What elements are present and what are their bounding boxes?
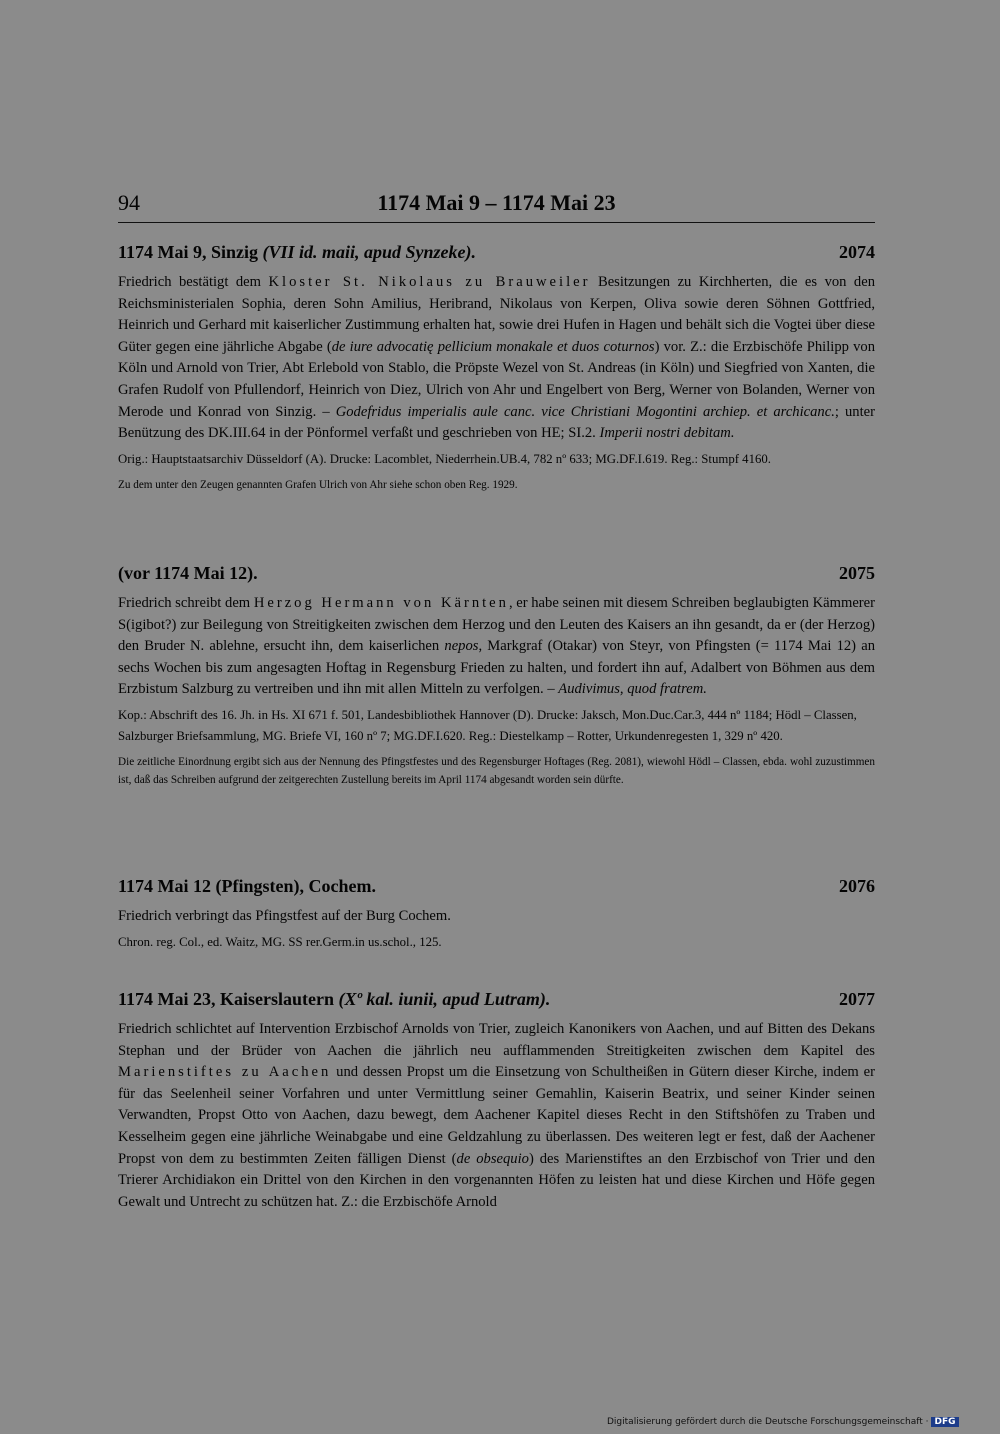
entry-text: Friedrich verbringt das Pfingstfest auf der Burg Cochem. (118, 908, 451, 924)
entry-heading (118, 989, 875, 1019)
regest-entry-2074 (118, 242, 875, 494)
recipient-spaced: Kloster St. Nikolaus zu Brauweiler (268, 274, 591, 290)
entry-text: Friedrich bestätigt dem Kloster St. Nikolaus zu Brauweiler Besitzungen zu Kirchherten, die es von den Reichsministerialen Sophia, deren Sohn Amilius, Heribrand, Nikolaus von Kerpen, Oliva sowie deren Söhnen Gottfried, Heinrich und Gerhard mit kaiserlicher Zustimmung erhalten hat, sowie drei Hufen in Hagen und behält sich die Vogtei über diese Güter gegen eine jährliche Abgabe (de iure advocatię pellicium monakale et duos coturnos) vor. Z.: die Erzbischöfe Philipp von Köln und Arnold von Trier, Abt Erlebold von Stablo, die Pröpste Wezel von St. Andreas (in Köln) und Siegfried von Xanten, die Grafen Rudolf von Pfullendorf, Heinrich von Diez, Ulrich von Ahr und Engelbert von Berg, Werner von Bolanden, Werner von Merode und Konrad von Sinzig. – Godefridus imperialis aule canc. vice Christiani Mogontini archiep. et archicanc.; unter Benützung des DK.III.64 in der Pönformel verfaßt und geschrieben von HE; SI.2. Imperii nostri debitam. (118, 274, 876, 442)
entry-date-place: 1174 Mai 9, Sinzig (118, 242, 263, 262)
entry-heading (118, 876, 875, 906)
entry-heading (118, 563, 875, 593)
entry-text: Friedrich schreibt dem Herzog Hermann von Kärnten, er habe seinen mit diesem Schreiben beglaubigten Kämmerer S(igibot?) zur Beilegung von Streitigkeiten zwischen dem Herzog und den Leuten des Kaisers an ihn gesandt, da er (der Herzog) den Bruder N. ablehne, ersucht ihn, dem kaiserlichen nepos, Markgraf (Otakar) von Steyr, von Pfingsten (= 1174 Mai 12) an sechs Wochen bis zum angesagten Hoftag in Regensburg Frieden zu halten, und fordert ihn auf, Adalbert von Böhmen aus dem Erzbistum Salzburg zu vertreiben und ihn mit allen Mitteln zu verfolgen. – Audivimus, quod fratrem. (118, 595, 875, 698)
footer-text: Digitalisierung gefördert durch die Deutsche Forschungsgemeinschaft · (607, 1417, 929, 1427)
entry-sources: Kop.: Abschrift des 16. Jh. in Hs. XI 671 f. 501, Landesbibliothek Hannover (D). Drucke: Jaksch, Mon.Duc.Car.3, 444 nº 1184; Hödl – Classen, Salzburger Briefsammlung, MG. Briefe VI, 160 nº 7; MG.DF.I.620. Reg.: Diestelkamp – Rotter, Urkundenregesten 1, 329 nº 420. (118, 707, 857, 743)
entry-date-latin: (Xº kal. iunii, apud Lutram). (338, 989, 551, 1009)
dfg-logo: DFG (931, 1417, 958, 1427)
recipient-spaced: Marienstiftes zu Aachen (118, 1064, 332, 1081)
entry-text: Friedrich schlichtet auf Intervention Erzbischof Arnolds von Trier, zugleich Kanonikers von Aachen, und auf Bitten des Dekans Stephan und der Brüder von Aachen die jährlich neu aufflammenden Streitigkeiten zwischen dem Kapitel des Marienstiftes zu Aachen und dessen Propst um die Einsetzung von Schultheißen in Gütern dieser Kirche, indem er für das Seelenheil seiner Vorfahren und unter Vermittlung seiner Gemahlin, Kaiserin Beatrix, und seiner Kinder seinen Verwandten, Propst Otto von Aachen, dazu bewegt, dem Aachener Kapitel dieses Recht in den Stiftshöfen zu Traben und Kesselheim gegen eine jährliche Weinabgabe und eine Geldzahlung zu überlassen. Des weiteren legt er fest, daß der Aachener Propst von dem zu bestimmten Zeiten fälligen Dienst (de obsequio) des Marienstiftes an den Erzbischof von Trier und den Trierer Archidiakon ein Drittel von den Kirchen in den vorgenannten Höfen zu leisten hat und diese Kirchen und Höfe gegen Gewalt und Untrecht zu schützen hat. Z.: die Erzbischöfe Arnold (118, 1021, 876, 1210)
entry-heading (118, 242, 875, 272)
entry-number: 2076 (839, 876, 875, 896)
page-header (118, 186, 875, 223)
entry-date-place: 1174 Mai 12 (Pfingsten), Cochem. (118, 876, 376, 896)
entry-note: Zu dem unter den Zeugen genannten Grafen Ulrich von Ahr siehe schon oben Reg. 1929. (118, 478, 518, 491)
page-number: 94 (118, 190, 140, 215)
entry-date-place: 1174 Mai 23, Kaiserslautern (118, 989, 339, 1009)
funding-footer (607, 1417, 959, 1427)
running-title: 1174 Mai 9 – 1174 Mai 23 (377, 190, 616, 215)
recipient-spaced: Herzog Hermann von Kärnten (253, 595, 509, 611)
entry-note: Die zeitliche Einordnung ergibt sich aus der Nennung des Pfingstfestes und des Regensburger Hoftages (Reg. 2081), wiewohl Hödl – Classen, ebda. wohl zuzustimmen ist, daß das Schreiben aufgrund der zeitgerechten Zustellung bereits im April 1174 abgesandt worden sein dürfte. (118, 755, 875, 786)
entry-sources: Chron. reg. Col., ed. Waitz, MG. SS rer.Germ.in us.schol., 125. (118, 934, 442, 949)
regest-entry-2075 (118, 563, 875, 789)
regest-entry-2077 (118, 989, 875, 1213)
entry-date-place: (vor 1174 Mai 12). (118, 563, 258, 583)
regest-entry-2076 (118, 876, 875, 953)
entry-sources: Orig.: Hauptstaatsarchiv Düsseldorf (A). Drucke: Lacomblet, Niederrhein.UB.4, 782 nº 633; MG.DF.I.619. Reg.: Stumpf 4160. (118, 451, 771, 466)
entry-number: 2075 (839, 563, 875, 583)
entry-number: 2077 (839, 989, 875, 1009)
entry-date-latin: (VII id. maii, apud Synzeke). (262, 242, 477, 262)
entry-number: 2074 (839, 242, 875, 262)
